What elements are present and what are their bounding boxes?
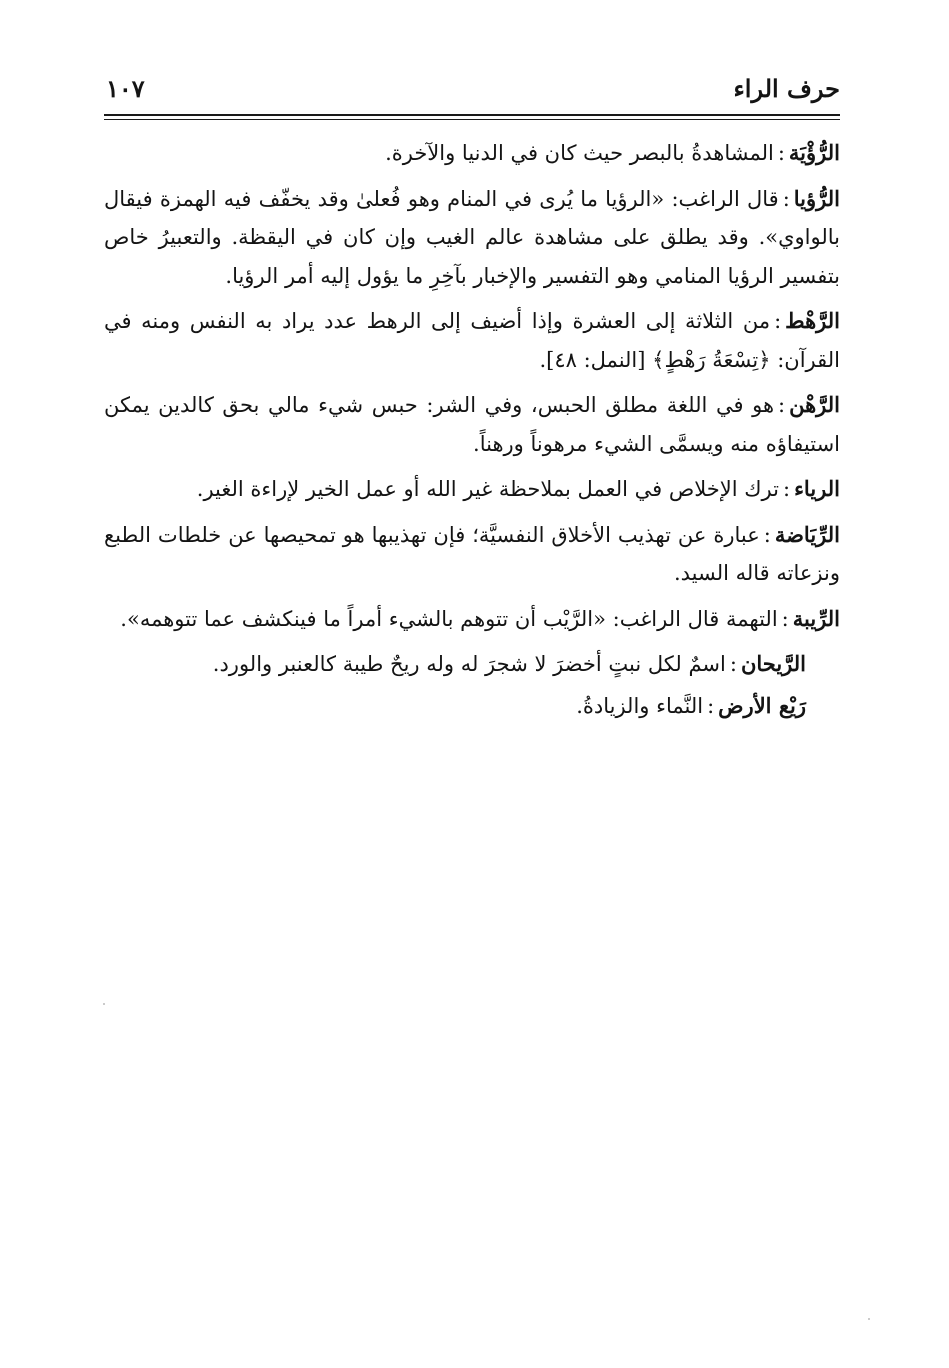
entry-definition: عبارة عن تهذيب الأخلاق النفسيَّة؛ فإن تهذيبها هو تمحيصها عن خلطات الطبع ونزعاته قاله السيد.: [104, 522, 840, 585]
scan-speck: [868, 1318, 870, 1320]
entry-definition: قال الراغب: «الرؤيا ما يُرى في المنام وهو فُعلىٰ وقد يخفّف فيه الهمزة فيقال بالواوي». وقد يطلق على مشاهدة عالم الغيب وإن كان في اليقظة. والتعبيرُ خاص بتفسير الرؤيا المنامي وهو التفسير والإخبار بآخِرِ ما يؤول إليه أمر الرؤيا.: [104, 186, 840, 288]
entry-raht: [104, 302, 840, 379]
entry-definition: من الثلاثة إلى العشرة وإذا أضيف إلى الرهط عدد يراد به النفس ومنه في القرآن: ﴿تِسْعَةُ رَهْطٍ﴾ [النمل: ٤٨].: [104, 309, 840, 372]
scan-speck: [103, 1003, 105, 1005]
entry-rai-alard: [104, 687, 840, 726]
header-rule-thick: [104, 114, 840, 116]
entry-separator: :: [782, 477, 791, 501]
entry-separator: :: [781, 606, 789, 631]
entry-term: الرُّؤْيَة: [788, 140, 840, 165]
entry-ruya: [104, 180, 840, 296]
entry-definition: المشاهدةُ بالبصر حيث كان في الدنيا والآخرة.: [385, 141, 774, 165]
dictionary-body: [104, 134, 840, 728]
entry-definition: التهمة قال الراغب: «الرَّيْب أن تتوهم بالشيء أمراً ما فينكشف عما تتوهمه».: [120, 606, 778, 631]
entry-separator: :: [763, 522, 771, 547]
running-head-title: حرف الراء: [733, 74, 840, 103]
entry-term: الرِّيَاضة: [774, 521, 840, 547]
entry-ruyah: [104, 134, 840, 173]
entry-term: الرَّيحان: [740, 651, 806, 676]
entry-term: الرُّؤيا: [793, 185, 840, 211]
entry-separator: :: [774, 309, 782, 333]
page-header: [104, 70, 840, 110]
entry-rahn: [104, 386, 840, 463]
entry-separator: :: [778, 393, 786, 417]
entry-separator: :: [707, 693, 715, 718]
entry-term: الرَّهْط: [785, 308, 840, 333]
page-number: ١٠٧: [106, 74, 145, 103]
entry-term: الرياء: [794, 476, 840, 501]
entry-definition: ترك الإخلاص في العمل بملاحظة غير الله أو عمل الخير لإراءة الغير.: [196, 477, 779, 501]
entry-separator: :: [729, 652, 737, 676]
entry-rayhan: [104, 645, 840, 684]
entry-term: الرَّهْن: [789, 392, 840, 417]
entry-separator: :: [782, 186, 790, 211]
entry-definition: اسمٌ لكل نبتٍ أخضرَ لا شجرَ له وله ريحٌ طيبة كالعنبر والورد.: [212, 652, 726, 676]
header-rule-thin: [104, 119, 840, 120]
entry-definition: النَّماء والزيادةُ.: [576, 693, 704, 718]
entry-riya: [104, 470, 840, 509]
entry-separator: :: [777, 141, 785, 165]
entry-term: الرِّيبة: [792, 605, 840, 631]
entry-term: رَيْع الأرض: [718, 692, 806, 718]
entry-riba: [104, 600, 840, 639]
entry-definition: هو في اللغة مطلق الحبس، وفي الشر: حبس شيء مالي بحق كالدين يمكن استيفاؤه منه ويسمَّى الشيء مرهوناً ورهناً.: [104, 393, 840, 456]
entry-riyada: [104, 516, 840, 593]
